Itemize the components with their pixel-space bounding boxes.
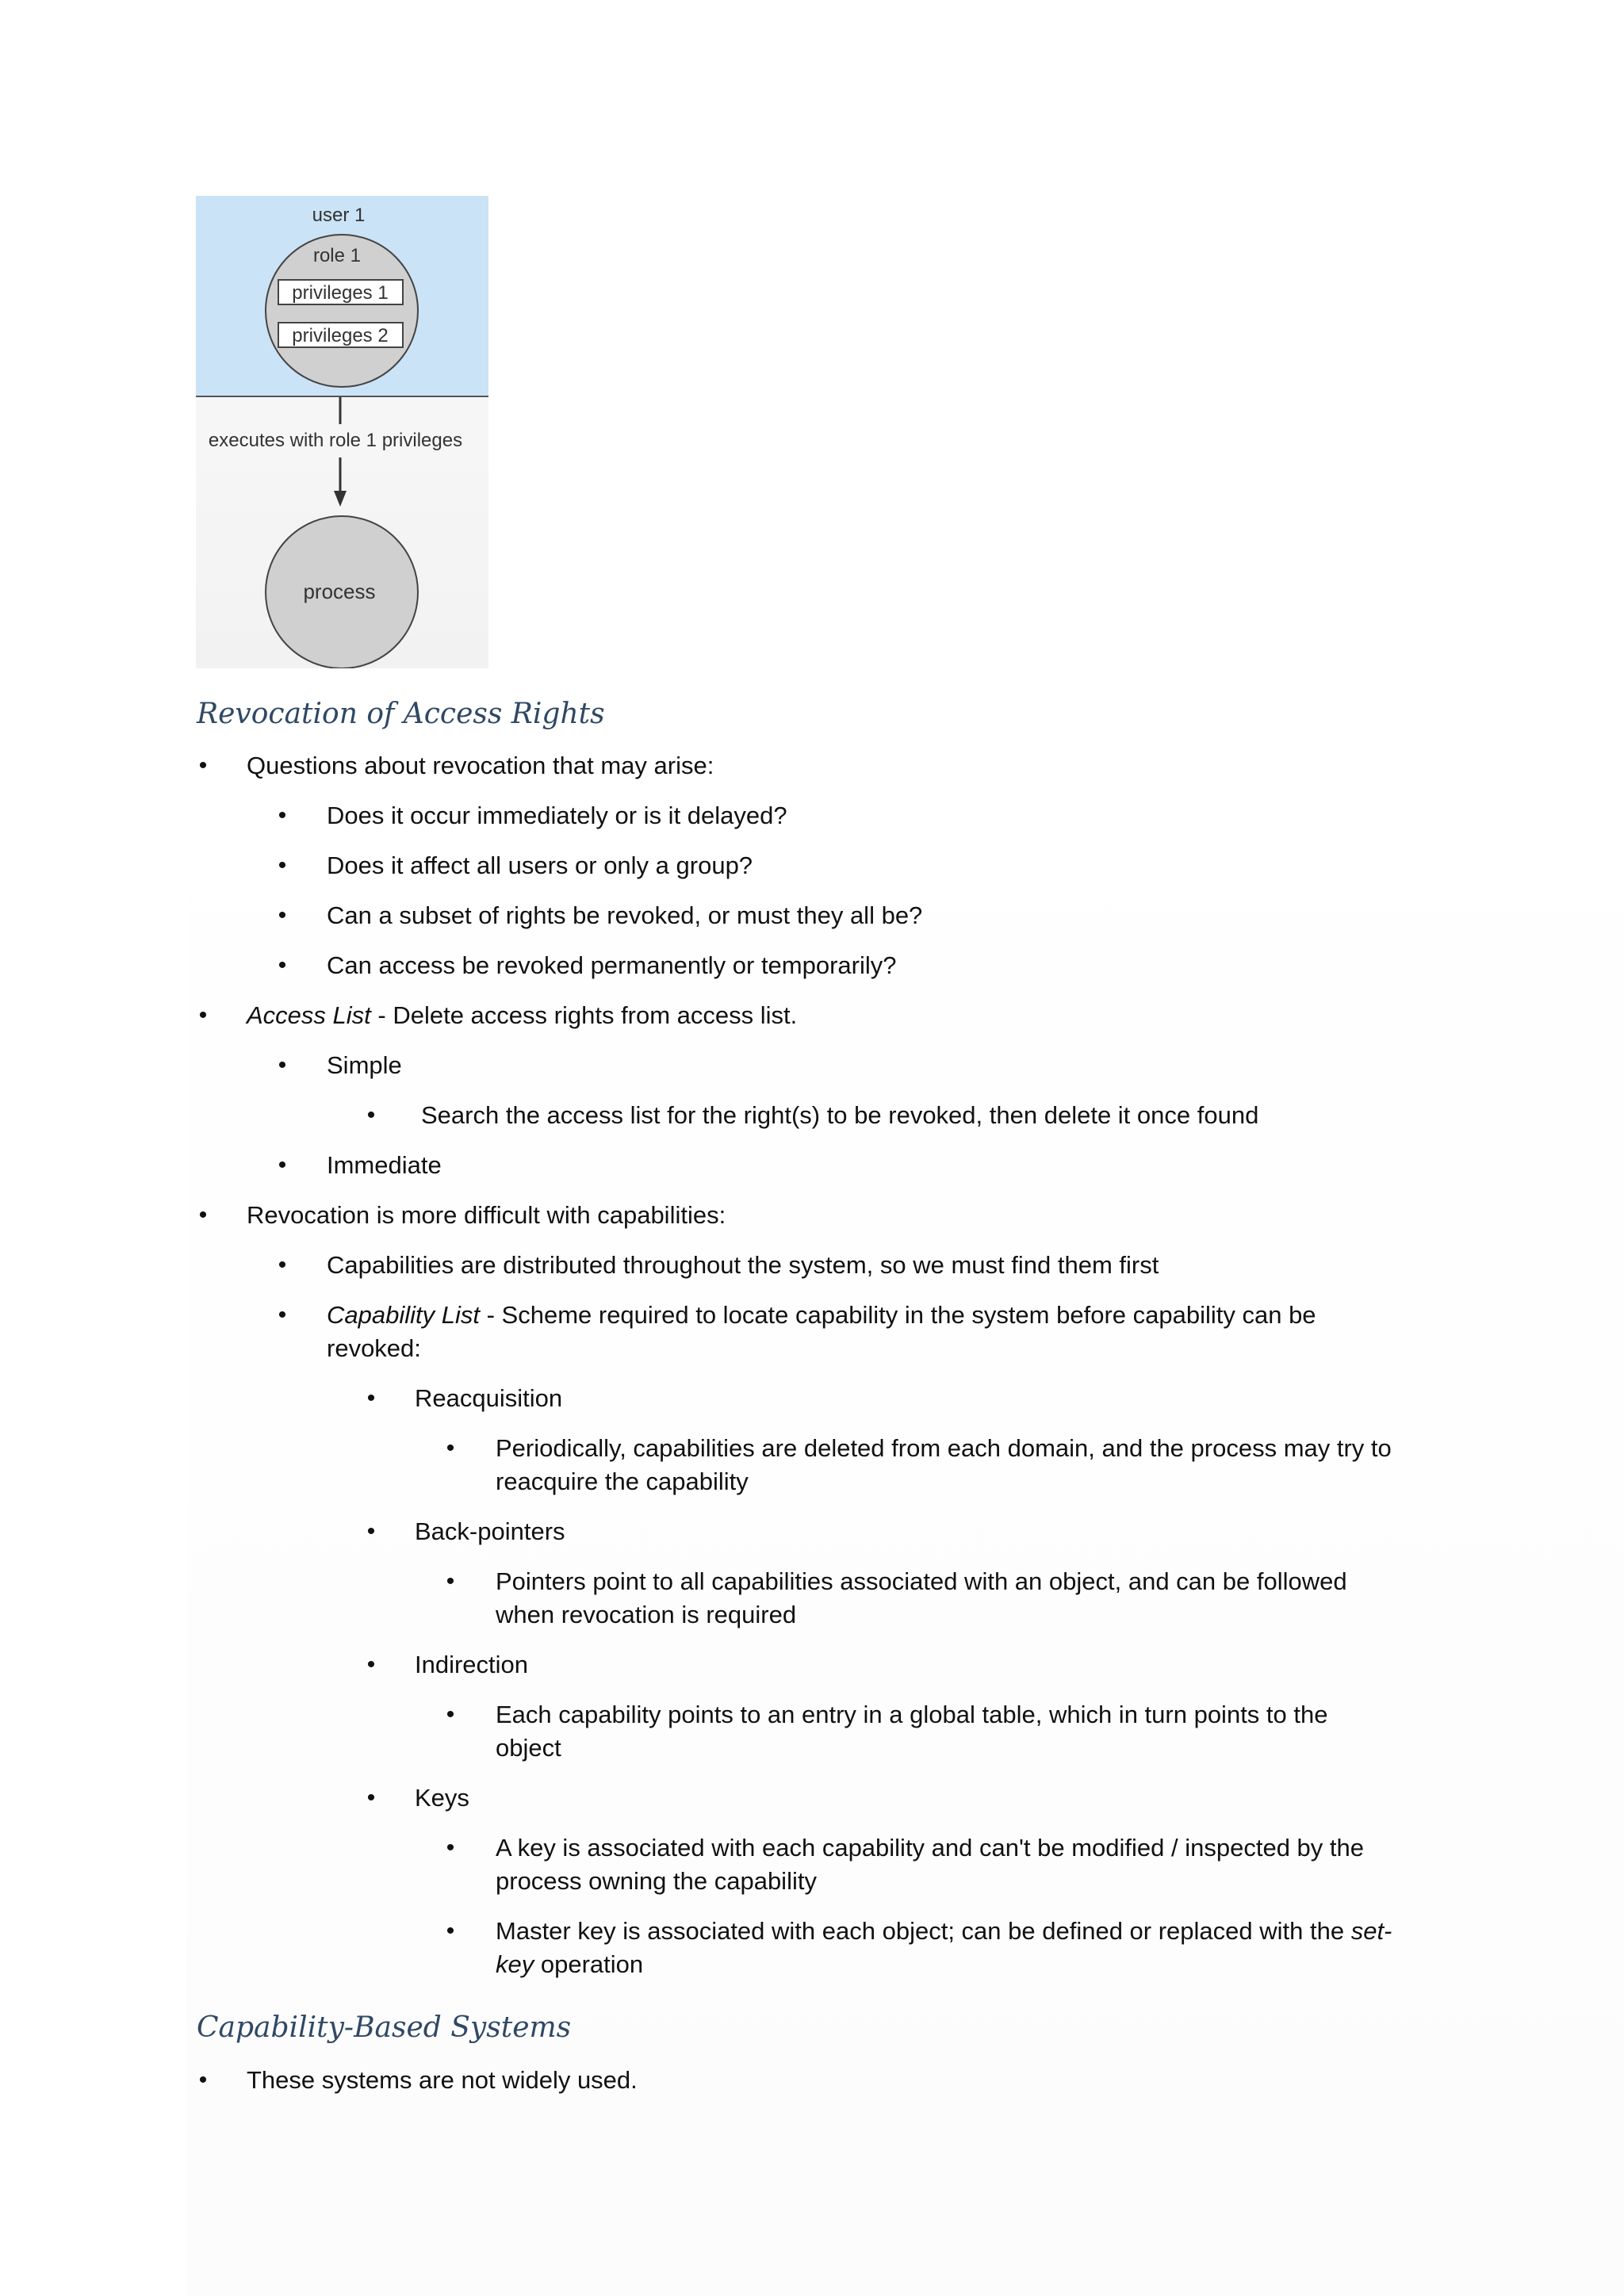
term-set-key: key bbox=[496, 1950, 534, 1978]
list-item-text: Does it affect all users or only a group? bbox=[327, 851, 753, 879]
list-item-text: Can access be revoked permanently or temporarily? bbox=[327, 951, 897, 979]
list-item-text bbox=[496, 1948, 643, 1981]
list-item-text: revoked: bbox=[327, 1334, 421, 1362]
bullet-icon: • bbox=[278, 1152, 287, 1178]
bullet-icon: • bbox=[278, 852, 287, 878]
bullet-icon: • bbox=[446, 1835, 455, 1861]
list-item-text: Reacquisition bbox=[415, 1384, 563, 1412]
list-item-text bbox=[247, 999, 797, 1032]
user-label: user 1 bbox=[312, 205, 366, 226]
term-description: - Scheme required to locate capability in the system before capability can be bbox=[479, 1301, 1316, 1329]
term-set-key: set- bbox=[1350, 1917, 1392, 1945]
role-privileges-diagram bbox=[196, 196, 488, 668]
list-item-text: Back-pointers bbox=[415, 1517, 565, 1545]
list-item-text: object bbox=[496, 1734, 561, 1762]
text-fragment: operation bbox=[534, 1950, 644, 1978]
list-item-text: when revocation is required bbox=[496, 1601, 797, 1628]
list-item-text: Each capability points to an entry in a global table, which in turn points to the bbox=[496, 1701, 1328, 1728]
bullet-icon: • bbox=[278, 802, 287, 828]
privileges-1-label: privileges 1 bbox=[292, 282, 389, 304]
arrow-label: executes with role 1 privileges bbox=[208, 430, 463, 451]
list-item-text: Does it occur immediately or is it delayed? bbox=[327, 802, 787, 829]
text-fragment: Master key is associated with each object; can be defined or replaced with the bbox=[496, 1917, 1351, 1945]
list-item-text: Capabilities are distributed throughout the system, so we must find them first bbox=[327, 1251, 1159, 1279]
list-item-text: process owning the capability bbox=[496, 1867, 817, 1895]
list-item-text: Simple bbox=[327, 1051, 402, 1079]
bullet-icon: • bbox=[198, 1002, 208, 1028]
list-item-text: A key is associated with each capability and can't be modified / inspected by the bbox=[496, 1834, 1365, 1862]
bullet-icon: • bbox=[366, 1518, 376, 1544]
bullet-icon: • bbox=[446, 1435, 455, 1461]
bullet-icon: • bbox=[446, 1918, 455, 1944]
process-label: process bbox=[303, 580, 376, 603]
list-item-text: reacquire the capability bbox=[496, 1468, 749, 1495]
role-label: role 1 bbox=[312, 245, 362, 266]
bullet-icon: • bbox=[198, 752, 208, 779]
bullet-icon: • bbox=[446, 1568, 455, 1594]
bullet-icon: • bbox=[446, 1701, 455, 1728]
list-item-text: Can a subset of rights be revoked, or must they all be? bbox=[327, 901, 923, 929]
section-title-capability-systems: Capability-Based Systems bbox=[197, 2011, 572, 2044]
term-capability-list: Capability List bbox=[327, 1301, 480, 1329]
list-item-text: Search the access list for the right(s) to be revoked, then delete it once found bbox=[421, 1101, 1259, 1129]
bullet-icon: • bbox=[366, 1651, 376, 1678]
diagram-svg bbox=[196, 196, 488, 668]
bullet-icon: • bbox=[278, 902, 287, 928]
list-item-text: Pointers point to all capabilities associated with an object, and can be followed bbox=[496, 1567, 1347, 1595]
list-item-text: Indirection bbox=[415, 1651, 529, 1678]
privileges-2-label: privileges 2 bbox=[292, 325, 389, 346]
section-title-revocation: Revocation of Access Rights bbox=[197, 698, 605, 730]
bullet-icon: • bbox=[366, 1102, 376, 1128]
bullet-icon: • bbox=[278, 1252, 287, 1278]
list-item-text: These systems are not widely used. bbox=[247, 2066, 638, 2094]
list-item-text: Revocation is more difficult with capabilities: bbox=[247, 1201, 726, 1229]
bullet-icon: • bbox=[366, 1785, 376, 1811]
list-item-text: Questions about revocation that may arise: bbox=[247, 752, 714, 779]
term-access-list: Access List bbox=[247, 1001, 371, 1029]
bullet-icon: • bbox=[198, 2067, 208, 2093]
term-description: - Delete access rights from access list. bbox=[370, 1001, 798, 1029]
list-item-text: Periodically, capabilities are deleted from each domain, and the process may try to bbox=[496, 1434, 1392, 1462]
bullet-icon: • bbox=[198, 1202, 208, 1228]
bullet-icon: • bbox=[278, 952, 287, 978]
list-item-text bbox=[496, 1915, 1392, 1948]
list-item-text: Immediate bbox=[327, 1151, 442, 1179]
bullet-icon: • bbox=[278, 1052, 287, 1078]
list-item-text bbox=[327, 1299, 1316, 1332]
bullet-icon: • bbox=[278, 1302, 287, 1328]
list-item-text: Keys bbox=[415, 1784, 469, 1812]
bullet-icon: • bbox=[366, 1385, 376, 1411]
